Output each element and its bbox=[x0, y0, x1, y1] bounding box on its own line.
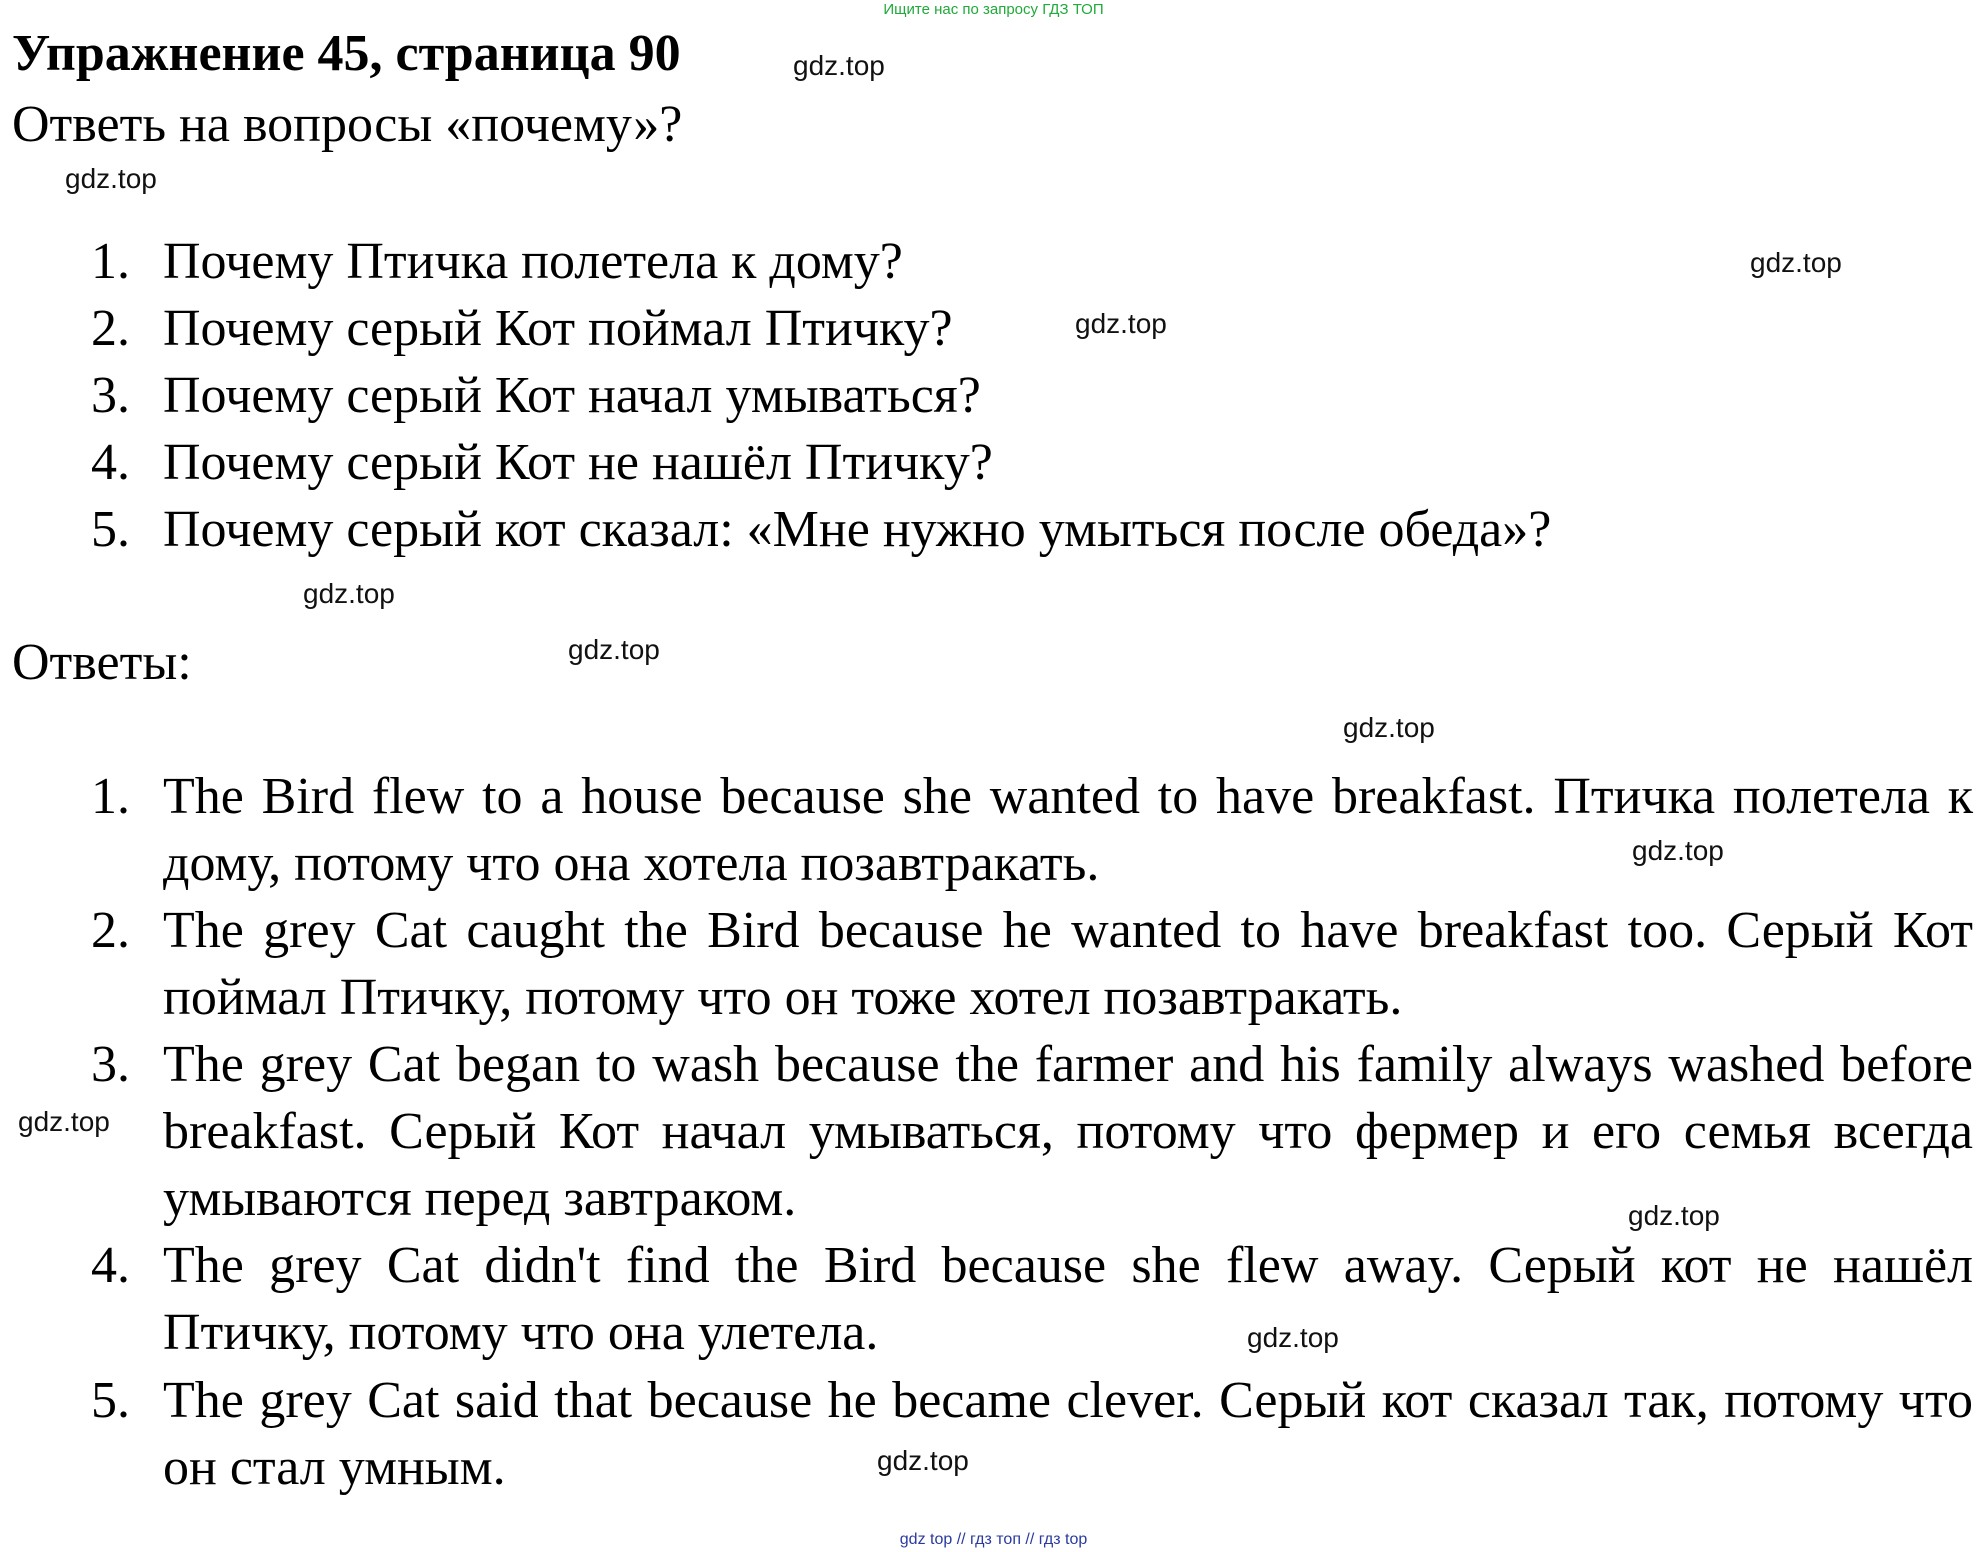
question-text: Почему серый кот сказал: «Мне нужно умыться после обеда»? bbox=[163, 501, 1552, 558]
watermark: gdz.top bbox=[1343, 712, 1435, 743]
answer-text: The grey Cat began to wash because the farmer and his family always washed before breakfast. Серый Кот начал умываться, потому что фермер и его семья всегда умываются перед завтраком. bbox=[163, 1036, 1973, 1227]
watermark: gdz.top bbox=[793, 50, 885, 81]
top-banner: Ищите нас по запросу ГДЗ ТОП bbox=[883, 1, 1104, 18]
watermark: gdz.top bbox=[303, 578, 395, 609]
question-item bbox=[0, 232, 1975, 292]
answer-number: 5. bbox=[91, 1372, 130, 1429]
watermark: gdz.top bbox=[1750, 247, 1842, 278]
watermark: gdz.top bbox=[1075, 308, 1167, 339]
watermark: gdz.top bbox=[1628, 1200, 1720, 1231]
question-text: Почему Птичка полетела к дому? bbox=[163, 233, 903, 290]
answer-item bbox=[0, 897, 1975, 1031]
answer-item bbox=[0, 1367, 1975, 1501]
question-number: 4. bbox=[91, 434, 130, 491]
answer-number: 4. bbox=[91, 1237, 130, 1294]
answer-item bbox=[0, 763, 1975, 897]
watermark: gdz.top bbox=[568, 634, 660, 665]
question-item bbox=[0, 500, 1975, 560]
page-title: Упражнение 45, страница 90 bbox=[12, 25, 681, 82]
question-item bbox=[0, 366, 1975, 426]
answer-text: The grey Cat said that because he became clever. Серый кот сказал так, потому что он стал умным. bbox=[163, 1372, 1973, 1496]
answers-heading: Ответы: bbox=[12, 634, 192, 691]
question-text: Почему серый Кот начал умываться? bbox=[163, 367, 981, 424]
question-item bbox=[0, 299, 1975, 359]
question-text: Почему серый Кот не нашёл Птичку? bbox=[163, 434, 993, 491]
question-number: 1. bbox=[91, 233, 130, 290]
answer-number: 2. bbox=[91, 902, 130, 959]
answer-text: The grey Cat caught the Bird because he wanted to have breakfast too. Серый Кот поймал Птичку, потому что он тоже хотел позавтракать. bbox=[163, 902, 1973, 1026]
question-number: 3. bbox=[91, 367, 130, 424]
question-item bbox=[0, 433, 1975, 493]
answer-text: The grey Cat didn't find the Bird because she flew away. Серый кот не нашёл Птичку, потому что она улетела. bbox=[163, 1237, 1973, 1361]
question-number: 2. bbox=[91, 300, 130, 357]
answer-text: The Bird flew to a house because she wanted to have breakfast. Птичка полетела к дому, потому что она хотела позавтракать. bbox=[163, 768, 1973, 892]
watermark: gdz.top bbox=[65, 163, 157, 194]
question-text: Почему серый Кот поймал Птичку? bbox=[163, 300, 953, 357]
watermark: gdz.top bbox=[1247, 1322, 1339, 1353]
task-subtitle: Ответь на вопросы «почему»? bbox=[12, 96, 683, 153]
answer-item bbox=[0, 1232, 1975, 1366]
footer-links: gdz top // гдз топ // гдз top bbox=[899, 1531, 1088, 1548]
answer-number: 1. bbox=[91, 768, 130, 825]
answer-number: 3. bbox=[91, 1036, 130, 1093]
question-number: 5. bbox=[91, 501, 130, 558]
watermark: gdz.top bbox=[1632, 835, 1724, 866]
watermark: gdz.top bbox=[877, 1445, 969, 1476]
watermark: gdz.top bbox=[18, 1106, 110, 1137]
